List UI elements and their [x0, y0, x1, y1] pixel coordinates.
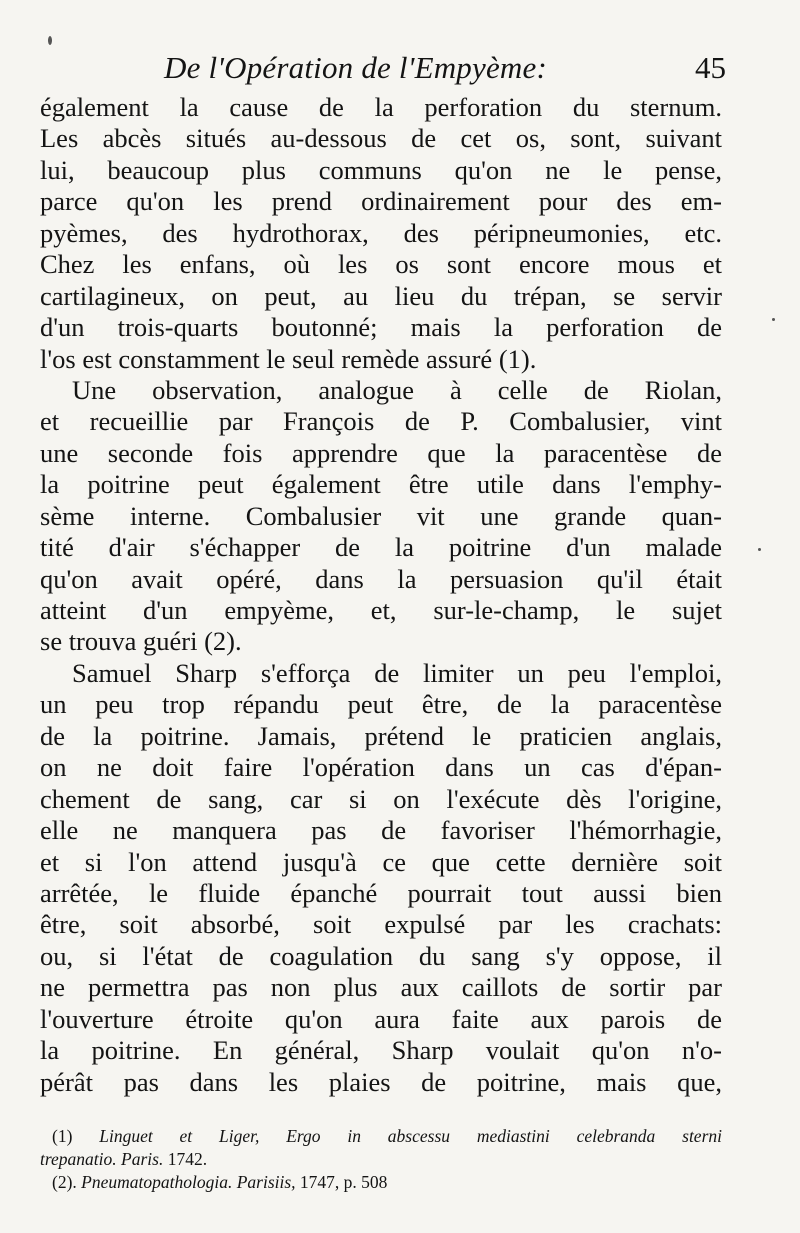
text-line: atteint d'un empyème, et, sur-le-champ, le sujet	[40, 595, 722, 625]
text-line: pérât pas dans les plaies de poitrine, mais que,	[40, 1066, 722, 1097]
text-line: l'ouverture étroite qu'on aura faite aux parois de	[40, 1003, 722, 1034]
text-line: ou, si l'état de coagulation du sang s'y oppose, il	[40, 940, 722, 971]
text-line: ne permettra pas non plus aux caillots de sortir par	[40, 972, 722, 1003]
text-line: et si l'on attend jusqu'à ce que cette dernière soit	[40, 846, 722, 877]
footnote-2	[40, 1171, 722, 1194]
text-line: parce qu'on les prend ordinairement pour des em-	[40, 186, 722, 217]
footnote-1	[40, 1125, 722, 1148]
text-line: la poitrine. En général, Sharp voulait qu'on n'o-	[40, 1035, 722, 1066]
footnote-title-continued: trepanatio.	[40, 1149, 117, 1169]
text-line: de la poitrine. Jamais, prétend le praticien anglais,	[40, 720, 722, 751]
text-line: chement de sang, car si on l'exécute dès l'origine,	[40, 783, 722, 814]
footnote-title: Ergo in abscessu mediastini celebranda sterni	[286, 1126, 722, 1146]
text-line: cartilagineux, on peut, au lieu du trépan, se servir	[40, 280, 722, 311]
text-line: d'un trois-quarts boutonné; mais la perforation de	[40, 312, 722, 343]
page-header	[40, 50, 730, 90]
footnote-reference: 1747, p. 508	[299, 1172, 388, 1192]
footnote-place: Paris.	[121, 1149, 164, 1169]
page-number: 45	[695, 50, 726, 85]
text-line: être, soit absorbé, soit expulsé par les crachats:	[40, 909, 722, 940]
footnote-place: Parisiis,	[236, 1172, 296, 1192]
text-line: un peu trop répandu peut être, de la paracentèse	[40, 689, 722, 720]
footnote-title: Pneumatopathologia.	[81, 1172, 233, 1192]
text-line: qu'on avait opéré, dans la persuasion qu'il était	[40, 563, 722, 594]
text-line: arrêtée, le fluide épanché pourrait tout aussi bien	[40, 877, 722, 908]
text-line: lui, beaucoup plus communs qu'on ne le pense,	[40, 154, 722, 185]
text-line: se trouva guéri (2).	[40, 626, 242, 657]
text-line: l'os est constamment le seul remède assuré (1).	[40, 343, 537, 374]
footnote-marker: (1)	[52, 1126, 73, 1146]
text-line: Chez les enfans, où les os sont encore mous et	[40, 249, 722, 280]
footnotes	[40, 1125, 722, 1194]
footnote-year: 1742.	[167, 1149, 208, 1169]
scan-speck	[758, 548, 761, 551]
text-line: pyèmes, des hydrothorax, des péripneumonies, etc.	[40, 217, 722, 248]
text-line: également la cause de la perforation du sternum.	[40, 92, 722, 122]
body-text	[40, 92, 722, 1098]
text-line: Samuel Sharp s'efforça de limiter un peu l'emploi,	[72, 657, 722, 688]
text-line: et recueillie par François de P. Combalusier, vint	[40, 406, 722, 437]
text-line: Une observation, analogue à celle de Riolan,	[72, 374, 722, 405]
text-line: tité d'air s'échapper de la poitrine d'un malade	[40, 532, 722, 563]
scan-speck	[772, 318, 775, 321]
text-line: la poitrine peut également être utile dans l'emphy-	[40, 469, 722, 500]
running-title: De l'Opération de l'Empyème:	[164, 50, 547, 85]
footnote-marker: (2).	[52, 1172, 77, 1192]
text-line: elle ne manquera pas de favoriser l'hémorrhagie,	[40, 815, 722, 846]
scan-speck	[48, 36, 52, 45]
footnote-1-continued	[40, 1148, 722, 1171]
footnote-authors: Linguet et Liger,	[99, 1126, 260, 1146]
text-line: une seconde fois apprendre que la paracentèse de	[40, 437, 722, 468]
text-line: Les abcès situés au-dessous de cet os, sont, suivant	[40, 123, 722, 154]
text-line: sème interne. Combalusier vit une grande quan-	[40, 500, 722, 531]
text-line: on ne doit faire l'opération dans un cas d'épan-	[40, 752, 722, 783]
